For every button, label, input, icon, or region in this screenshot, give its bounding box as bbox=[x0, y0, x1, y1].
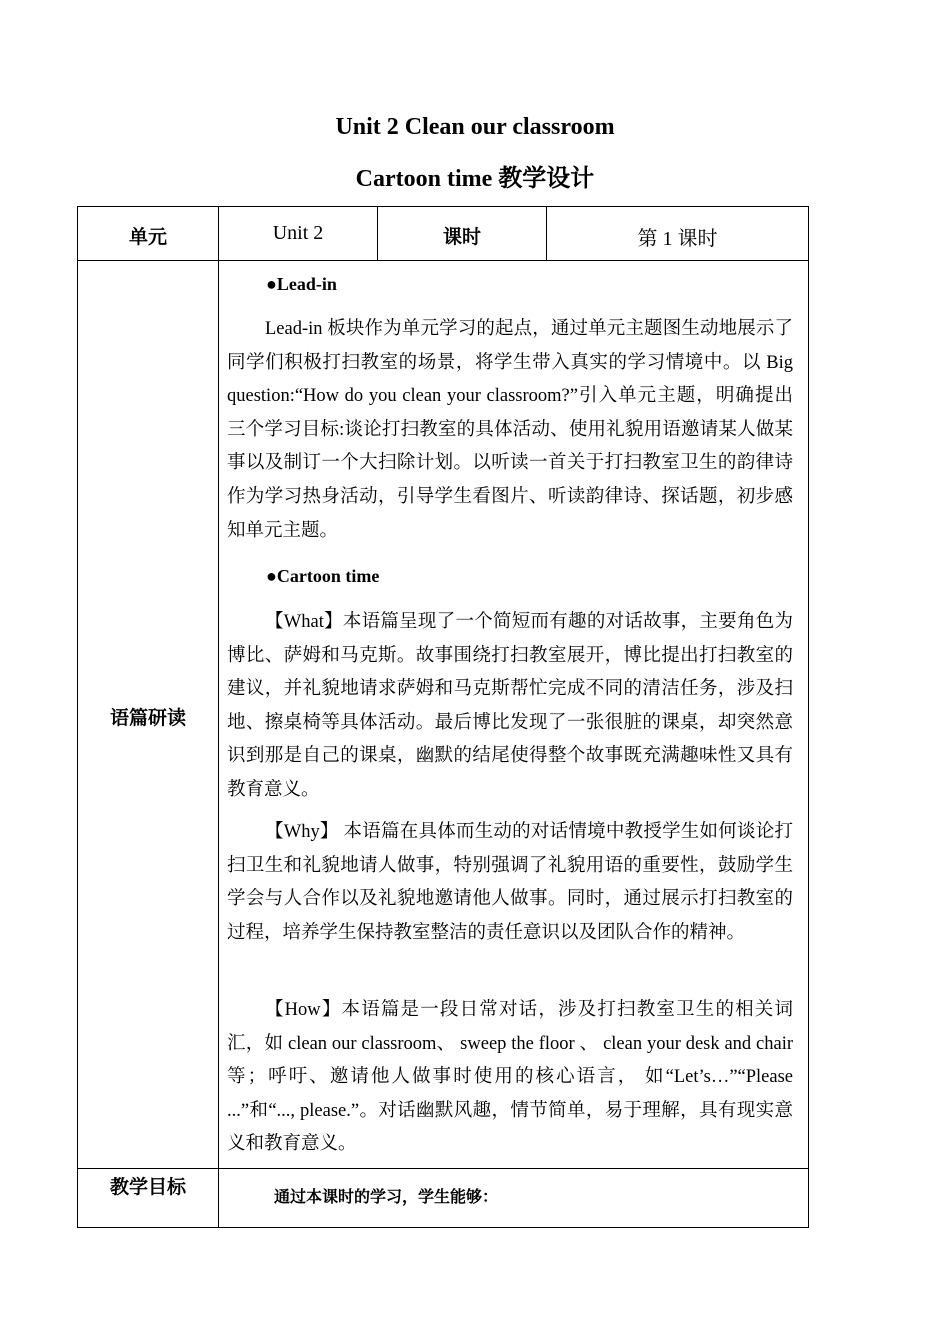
how-paragraph: 【How】本语篇是一段日常对话，涉及打扫教室卫生的相关词汇，如 clean our classroom、 sweep the floor 、 clean your desk and chair 等；呼吁、邀请他人做事时使用的核心语言， 如“Let’s…”“Please ...”和“..., please.”。对话幽默风趣，情节简单，易于理解，具有现实意义和教育意义。 bbox=[227, 1000, 793, 1155]
leadin-heading: ●Lead-in bbox=[266, 274, 337, 294]
unit-label: 单元 bbox=[128, 226, 167, 248]
objectives-label: 教学目标 bbox=[109, 1176, 186, 1198]
cartoon-heading: ●Cartoon time bbox=[266, 566, 380, 586]
lesson-value: 第 1 课时 bbox=[637, 228, 718, 250]
why-paragraph: 【Why】 本语篇在具体而生动的对话情境中教授学生如何谈论打扫卫生和礼貌地请人做事，特别强调了礼貌用语的重要性，鼓励学生学会与人合作以及礼貌地邀请他人做事。同时，通过展示打扫教室的过程，培养学生保持教室整洁的责任意识以及团队合作的精神。 bbox=[227, 822, 793, 943]
objectives-intro: 通过本课时的学习，学生能够： bbox=[274, 1187, 499, 1206]
table-rule bbox=[77, 1168, 809, 1169]
document-subtitle: Cartoon time 教学设计 bbox=[355, 166, 595, 192]
table-border-top bbox=[77, 206, 809, 207]
table-rule bbox=[77, 260, 809, 261]
document-title: Unit 2 Clean our classroom bbox=[335, 114, 615, 140]
table-rule bbox=[218, 206, 219, 1228]
unit-value: Unit 2 bbox=[272, 222, 324, 244]
leadin-paragraph: Lead-in 板块作为单元学习的起点，通过单元主题图生动地展示了同学们积极打扫教室的场景，将学生带入真实的学习情境中。以 Big question:“How do you clean your classroom?”引入单元主题，明确提出三个学习目标:谈论打扫教室的具体活动、使用礼貌用语邀请某人做某事以及制订一个大扫除计划。以听读一首关于打扫教室卫生的韵律诗作为学习热身活动，引导学生看图片、听读韵律诗、探话题，初步感知单元主题。 bbox=[227, 319, 793, 541]
what-paragraph: 【What】本语篇呈现了一个简短而有趣的对话故事，主要角色为博比、萨姆和马克斯。故事围绕打扫教室展开，博比提出打扫教室的建议，并礼貌地请求萨姆和马克斯帮忙完成不同的清洁任务，涉及扫地、擦桌椅等具体活动。最后博比发现了一张很脏的课桌，却突然意识到那是自己的课桌，幽默的结尾使得整个故事既充满趣味性又具有教育意义。 bbox=[227, 612, 793, 800]
lesson-label: 课时 bbox=[442, 226, 481, 248]
text-study-label: 语篇研读 bbox=[109, 707, 186, 729]
table-border-right bbox=[808, 206, 809, 1228]
table-border-bottom bbox=[77, 1227, 809, 1228]
